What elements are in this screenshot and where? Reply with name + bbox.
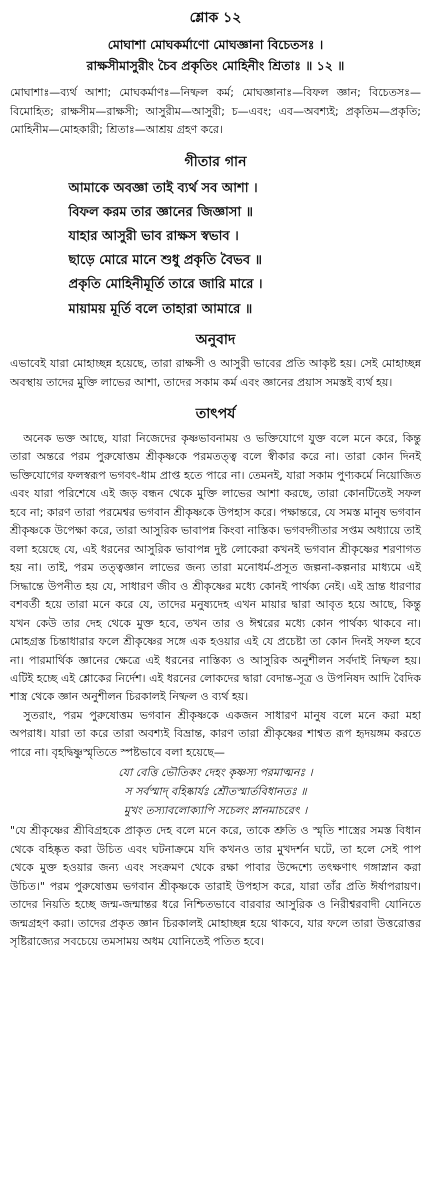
song-line-2: বিফল করম তার জ্ঞানের জিজ্ঞাসা ॥ [68,205,254,221]
song-line-6: মায়াময় মূর্তি বলে তাহারা আমারে ॥ [68,301,253,317]
sanskrit-quote [10,764,421,820]
sanskrit-line-1: যো বেত্তি ভৌতিকং দেহং কৃষ্ণস্য পরমাত্মনঃ । [118,766,313,780]
song-line-4: ছাড়ে মোরে মানে শুধু প্রকৃতি বৈভব ॥ [68,253,262,269]
song-block [51,177,381,321]
sanskrit-line-2: স সর্বস্মাদ্ বহিষ্কার্যঃ শ্রৌতস্মার্তবিধানতঃ ॥ [124,785,307,798]
song-heading: গীতার গান [184,153,247,170]
word-meanings: মোঘাশাঃ—ব্যর্থ আশা; মোঘকর্মাণঃ—নিষ্ফল কর্ম; মোঘজ্ঞানাঃ—বিফল জ্ঞান; বিচেতসঃ—বিমোহিত; রাক্ষসীম—রাক্ষসী; আসুরীম—আসুরী; চ—এবং; এব—অবশ্যই; প্রকৃতিম—প্রকৃতি; মোহিনীম—মোহকারী; শ্রিতাঃ—আশ্রয় গ্রহণ করে। [10,86,421,137]
sanskrit-line-3: মুখং তস্যাবলোক্যাপি সচেলং স্নানমাচরেৎ । [123,803,308,817]
purport-paragraph-2: সুতরাং, পরম পুরুষোত্তম ভগবান শ্রীকৃষ্ণকে একজন সাধারণ মানুষ বলে মনে করা মহা অপরাধ। যারা তা করে তারা অবশ্যই বিভ্রান্ত, কারণ তারা শ্রীকৃষ্ণের শাশ্বত রূপ হৃদয়ঙ্গম করতে পারে না। বৃহদ্বিষ্ণুস্মৃতিতে স্পষ্টভাবে বলা হয়েছে— [10,708,421,759]
verse-heading: শ্লোক ১২ [189,10,242,26]
translation-text: এভাবেই যারা মোহাচ্ছন্ন হয়েছে, তারা রাক্ষসী ও আসুরী ভাবের প্রতি আকৃষ্ট হয়। সেই মোহাচ্ছন্ন অবস্থায় তাদের মুক্তি লাভের আশা, তাদের সকাম কর্ম এবং জ্ঞানের প্রয়াস সমস্তই ব্যর্থ হয়। [10,357,421,389]
translation-heading: অনুবাদ [195,331,236,348]
verse-line-1: মোঘাশা মোঘকর্মাণো মোঘজ্ঞানা বিচেতসঃ । [107,36,324,52]
purport-paragraph-1: অনেক ভক্ত আছে, যারা নিজেদের কৃষ্ণভাবনাময় ও ভক্তিযোগে যুক্ত বলে মনে করে, কিন্তু তারা অন্তরে পরম পুরুষোত্তম শ্রীকৃষ্ণকে পরমতত্ত্ব বলে স্বীকার করে না। তারা কোন দিনই ভক্তিযোগের ফলস্বরূপ ভগবৎ-ধাম প্রাপ্ত হতে পারে না। তেমনই, যারা সকাম পুণ্যকর্মে নিয়োজিত এবং যারা পরিশেষে এই জড় বন্ধন থেকে মুক্তি লাভের আশা করছে, তারা কোনটিতেই সফল হবে না; কারণ তারা পরমেশ্বর ভগবান শ্রীকৃষ্ণকে উপহাস করে। পক্ষান্তরে, যে সমস্ত মানুষ ভগবান শ্রীকৃষ্ণকে উপেক্ষা করে, তারা আসুরিক ভাবাপন্ন কিংবা নাস্তিক। ভগবদ্গীতার সপ্তম অধ্যায়ে তাই বলা হয়েছে যে, এই ধরনের আসুরিক ভাবাপন্ন দুষ্ট লোকেরা কখনই ভগবান শ্রীকৃষ্ণের শরণাগত হয় না। তাই, পরম তত্ত্বজ্ঞান লাভের জন্য তারা মনোধর্ম-প্রসূত জল্পনা-কল্পনার মাধ্যমে এই সিদ্ধান্তে উপনীত হয় যে, সাধারণ জীব ও শ্রীকৃষ্ণের মধ্যে কোনই পার্থক্য নেই। এই ভ্রান্ত ধারণার বশবর্তী হয়ে তারা মনে করে যে, তাদের মনুষ্যদেহ এখন মায়ার দ্বারা আবৃত হয়ে আছে, কিন্তু যখন কেউ তার দেহ থেকে মুক্ত হবে, তখন তার ও ঈশ্বরের মধ্যে কোন পার্থক্য থাকবে না। মোহগ্রস্ত চিন্তাধারার ফলে শ্রীকৃষ্ণের সঙ্গে এক হওয়ার এই যে প্রচেষ্টা তা কোন দিনই সফল হবে না। পারমার্থিক জ্ঞানের ক্ষেত্রে এই ধরনের নাস্তিক্য ও আসুরিক অনুশীলন সর্বদাই নিষ্ফল হয়। এটিই হচ্ছে এই শ্লোকের নির্দেশ। এই ধরনের লোকদের দ্বারা বেদান্ত-সূত্র ও উপনিষদ আদি বৈদিক শাস্ত্র থেকে জ্ঞান অনুশীলন চিরকালই নিষ্ফল ও ব্যর্থ হয়। [10,431,421,704]
song-line-1: আমাকে অবজ্ঞা তাই ব্যর্থ সব আশা । [68,181,258,197]
song-line-3: যাহার আসুরী ভাব রাক্ষস স্বভাব । [68,229,239,245]
purport-paragraph-3: "যে শ্রীকৃষ্ণের শ্রীবিগ্রহকে প্রাকৃত দেহ বলে মনে করে, তাকে শ্রুতি ও স্মৃতি শাস্ত্রের সমস্ত বিধান থেকে বহিষ্কৃত করা উচিত এবং ঘটনাক্রমে যদি কখনও তার মুখদর্শন ঘটে, তা হলে সেই পাপ থেকে মুক্ত হওয়ার জন্য এবং সংক্রমণ থেকে রক্ষা পাবার উদ্দেশ্যে তৎক্ষণাৎ গঙ্গাস্নান করা উচিত।" পরম পুরুষোত্তম ভগবান শ্রীকৃষ্ণকে তারাই উপহাস করে, যারা তাঁর প্রতি ঈর্ষাপরায়ণ। তাদের নিয়তি হচ্ছে জন্ম-জন্মান্তর ধরে নিশ্চিতভাবে বারবার আসুরিক ও নিরীশ্বরবাদী যোনিতে জন্মগ্রহণ করা। তাদের প্রকৃত জ্ঞান চিরকালই মোহাচ্ছন্ন হয়ে থাকবে, যার ফলে তারা উত্তরোত্তর সৃষ্টিরাজ্যের সবচেয়ে তমসাময় অধম যোনিতেই পতিত হবে। [10,824,421,949]
purport-heading: তাৎপর্য [195,406,236,423]
verse-line-2: রাক্ষসীমাসুরীং চৈব প্রকৃতিং মোহিনীং শ্রিতাঃ ॥ ১২ ॥ [86,57,345,73]
song-line-5: প্রকৃতি মোহিনীমূর্তি তারে জারি মারে । [68,277,263,293]
